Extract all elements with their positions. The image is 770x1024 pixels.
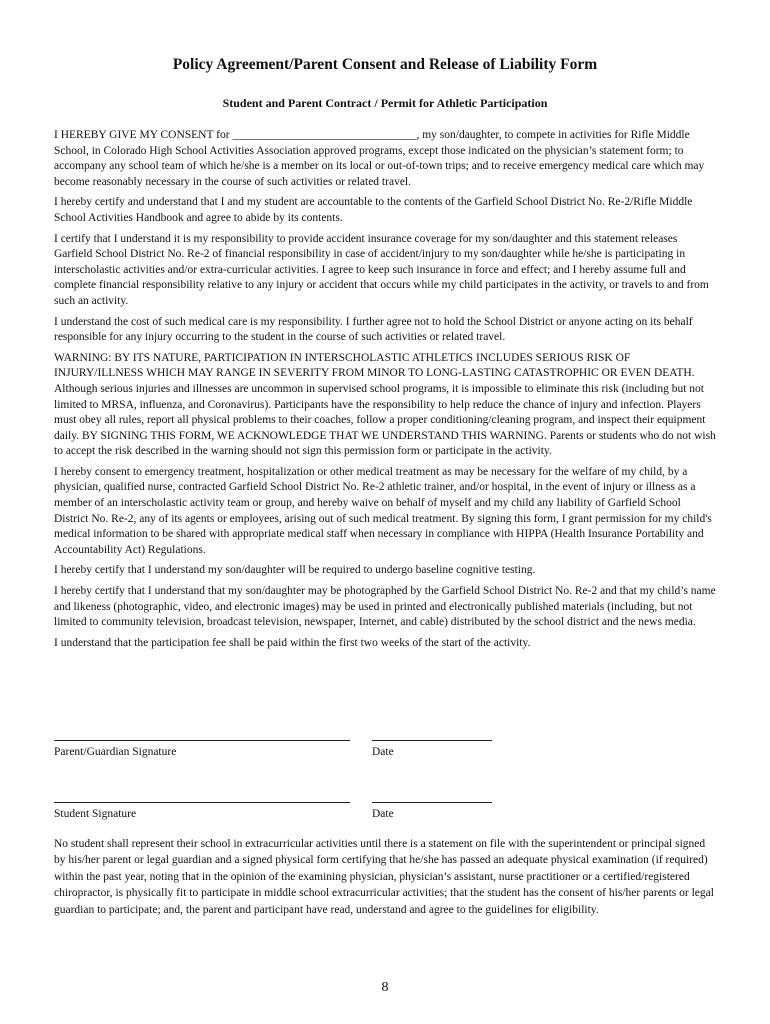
eligibility-note: No student shall represent their school in extracurricular activities until there is a statement on file with the superintendent or principal signed by his/her parent or legal guardian and a signed physical form certifying that he/she has passed an adequate physical examination (if required) within the past year, noting that in the opinion of the examining physician, physician’s assistant, nurse practitioner or a certified/registered chiropractor, is physically fit to participate in middle school extracurricular activities; that the student has the consent of his/her parents or legal guardian to participate; and, the parent and participant have read, understand and agree to the guidelines for eligibility. xyxy=(54,838,714,916)
student-signature-label: Student Signature xyxy=(54,808,137,820)
student-date-line[interactable] xyxy=(372,802,492,803)
medical-cost-paragraph: I understand the cost of such medical care is my responsibility. I further agree not to hold the School District or anyone acting on its behalf responsible for any injury occurring to the student in the course of such activities or related travel. xyxy=(54,315,693,344)
photo-release-paragraph: I hereby certify that I understand that my son/daughter may be photographed by the Garfield School District No. Re-2 and that my child’s name and likeness (photographic, video, and electronic images) may be used in printed and electronically published materials (including, but not limited to community television, broadcast television, newspaper, Internet, and cable) distributed by the school district and the news media. xyxy=(54,585,716,629)
student-date-label: Date xyxy=(372,808,394,820)
warning-paragraph: WARNING: BY ITS NATURE, PARTICIPATION IN INTERSCHOLASTIC ATHLETICS INCLUDES SERIOUS RISK OF INJURY/ILLNESS WHICH MAY RANGE IN SEVERITY FROM MINOR TO LONG-LASTING CATASTROPHIC OR EVEN DEATH. Although serious injuries and illnesses are uncommon in supervised school programs, it is impossible to eliminate this risk (including but not limited to MRSA, influenza, and Coronavirus). Participants have the responsibility to help reduce the chance of injury and infection. Players must obey all rules, report all physical problems to their coaches, follow a proper conditioning/cleaning program, and inspect their equipment daily. BY SIGNING THIS FORM, WE ACKNOWLEDGE THAT WE UNDERSTAND THIS WARNING. Parents or students who do not wish to accept the risk described in the warning should not sign this permission form or participate in the activity. xyxy=(54,351,716,458)
page-number: 8 xyxy=(381,980,389,995)
cognitive-testing-paragraph: I hereby certify that I understand my son/daughter will be required to undergo baseline cognitive testing. xyxy=(54,564,536,577)
fee-paragraph: I understand that the participation fee shall be paid within the first two weeks of the start of the activity. xyxy=(54,636,531,649)
parent-signature-label: Parent/Guardian Signature xyxy=(54,746,177,758)
consent-paragraph: I HEREBY GIVE MY CONSENT for ________________________________, my son/daughter, to compete in activities for Rifle Middle School, in Colorado High School Activities Association approved programs, except those indicated on the physician’s statement form; to accompany any school team of which he/she is a member on its local or out-of-town trips; and to receive emergency medical care which may become reasonably necessary in the course of such activities or related travel. xyxy=(54,129,705,188)
student-signature-line[interactable] xyxy=(54,802,350,803)
parent-date-label: Date xyxy=(372,746,394,758)
form-subtitle: Student and Parent Contract / Permit for Athletic Participation xyxy=(222,96,548,110)
insurance-paragraph: I certify that I understand it is my responsibility to provide accident insurance coverage for my son/daughter and this statement releases Garfield School District No. Re-2 of financial responsibility in case of accident/injury to my son/daughter while he/she is participating in interscholastic activities and/or extra-curricular activities. I agree to keep such insurance in force and effect; and I hereby assume full and complete financial responsibility relative to any injury or accident that occurs while my child participates in the activity, or travels to and from such an activity. xyxy=(54,232,709,307)
parent-signature-line[interactable] xyxy=(54,740,350,741)
emergency-treatment-paragraph: I hereby consent to emergency treatment, hospitalization or other medical treatment as may be necessary for the welfare of my child, by a physician, qualified nurse, contracted Garfield School District No. Re-2 athletic trainer, and/or hospital, in the event of injury or illness as a member of an interscholastic activity team or group, and hereby waive on behalf of myself and my child any liability of Garfield School District No. Re-2, any of its agents or employees, arising out of such medical treatment. By signing this form, I grant permission for my child's medical information to be shared with appropriate medical staff when necessary in compliance with HIPPA (Health Insurance Portability and Accountability Act) Regulations. xyxy=(54,465,712,556)
parent-date-line[interactable] xyxy=(372,740,492,741)
form-title: Policy Agreement/Parent Consent and Release of Liability Form xyxy=(172,56,598,73)
form-body xyxy=(54,128,718,656)
handbook-paragraph: I hereby certify and understand that I and my student are accountable to the contents of the Garfield School District No. Re-2/Rifle Middle School Activities Handbook and agree to abide by its contents. xyxy=(54,196,693,224)
